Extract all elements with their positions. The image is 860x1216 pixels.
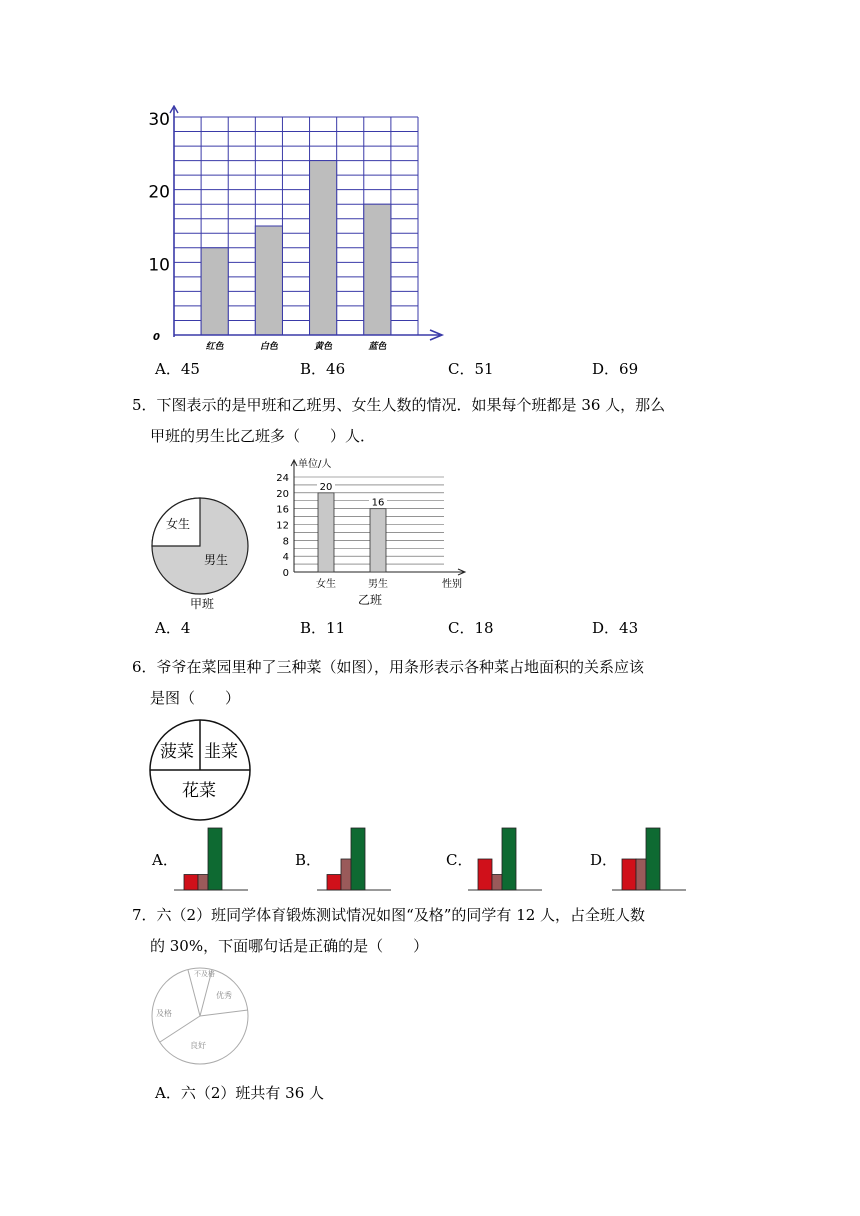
x-tick-label: 黄色 (314, 342, 333, 352)
y-tick-label: 0 (282, 568, 289, 579)
bar-1 (478, 859, 492, 890)
data-label: 16 (371, 497, 385, 509)
bar-1 (327, 875, 341, 891)
q6-circle-diagram (148, 718, 252, 822)
bar-1 (622, 859, 636, 890)
q7-stem-line2: 的 30%，下面哪句话是正确的是（ ） (150, 937, 429, 955)
bar-1 (318, 493, 334, 572)
q5-option-a[interactable]: A．4 (155, 619, 191, 637)
y-tick-label: 8 (282, 536, 289, 548)
q6-option-b[interactable]: B． (295, 851, 322, 869)
q4-option-d[interactable]: D．69 (592, 360, 639, 378)
q6-option-a[interactable]: A． (152, 851, 178, 869)
y-tick-label: 4 (282, 552, 289, 564)
pie-label-excellent: 优秀 (216, 991, 232, 1000)
bar-3 (310, 161, 337, 335)
chives-label: 韭菜 (204, 742, 238, 762)
x-tick-label: 蓝色 (368, 342, 387, 352)
chart-caption: 乙班 (357, 593, 383, 607)
bar-2 (636, 859, 646, 890)
data-label: 20 (319, 481, 333, 493)
y-tick-label: 16 (276, 504, 289, 516)
q6-option-b-chart (317, 826, 397, 892)
x-tick-label: 男生 (368, 579, 388, 590)
bar-1 (184, 875, 198, 891)
bar-2 (255, 226, 282, 335)
bar-4 (364, 204, 391, 335)
unit-label: 单位/人 (298, 459, 332, 470)
q4-option-a[interactable]: A．45 (155, 360, 200, 378)
y-tick-label: 24 (276, 473, 289, 484)
pie-caption: 甲班 (190, 597, 215, 611)
x-tick-label: 女生 (316, 579, 336, 590)
y-tick-label: 20 (148, 182, 170, 203)
pie-label-fail: 不及格 (194, 970, 215, 978)
q7-option-a[interactable]: A．六（2）班共有 36 人 (155, 1084, 324, 1102)
q5-pie-chart (148, 492, 258, 614)
q4-option-b[interactable]: B．46 (300, 360, 346, 378)
q5-option-d[interactable]: D．43 (592, 619, 639, 637)
y-tick-label: 20 (276, 488, 289, 500)
pie-label-girls: 女生 (166, 517, 191, 531)
bar-3 (646, 828, 660, 890)
bar-2 (198, 875, 208, 891)
y-tick-label: 30 (148, 110, 170, 130)
bar-1 (201, 248, 228, 335)
q5-option-c[interactable]: C．18 (448, 619, 494, 637)
q5-stem-line2: 甲班的男生比乙班多（ ）人． (150, 427, 376, 445)
q6-stem-line1: 6．爷爷在菜园里种了三种菜（如图），用条形表示各种菜占地面积的关系应该 (132, 658, 645, 676)
pie-label-good: 良好 (190, 1041, 206, 1050)
bar-3 (502, 828, 516, 890)
q5-bar-chart (268, 455, 478, 613)
cauliflower-label: 花菜 (182, 781, 216, 801)
x-axis-label: 性别 (442, 579, 462, 590)
q6-option-c[interactable]: C． (446, 851, 473, 869)
bar-2 (341, 859, 351, 890)
pie-label-boys: 男生 (204, 553, 229, 567)
q6-option-d-chart (612, 826, 692, 892)
bar-3 (208, 828, 222, 890)
spinach-label: 菠菜 (160, 742, 194, 762)
q6-option-d[interactable]: D． (590, 851, 618, 869)
q6-option-a-chart (174, 826, 254, 892)
q5-option-b[interactable]: B．11 (300, 619, 346, 637)
y-tick-label: 10 (148, 255, 170, 276)
q7-stem-line1: 7．六（2）班同学体育锻炼测试情况如图“及格”的同学有 12 人，占全班人数 (132, 906, 646, 924)
q7-pie-chart (150, 966, 250, 1066)
q6-option-c-chart (468, 826, 548, 892)
x-tick-label: 红色 (205, 342, 224, 352)
q5-stem-line1: 5．下图表示的是甲班和乙班男、女生人数的情况．如果每个班都是 36 人，那么 (132, 396, 666, 414)
x-tick-label: 白色 (259, 342, 278, 352)
y-tick-label: 0 (153, 332, 160, 343)
q6-stem-line2: 是图（ ） (150, 689, 241, 707)
q4-option-c[interactable]: C．51 (448, 360, 494, 378)
bar-2 (370, 509, 386, 572)
pie-label-pass: 及格 (156, 1009, 172, 1018)
y-tick-label: 12 (276, 520, 289, 532)
bar-3 (351, 828, 365, 890)
bar-2 (492, 875, 502, 891)
q4-bar-chart (140, 105, 460, 357)
